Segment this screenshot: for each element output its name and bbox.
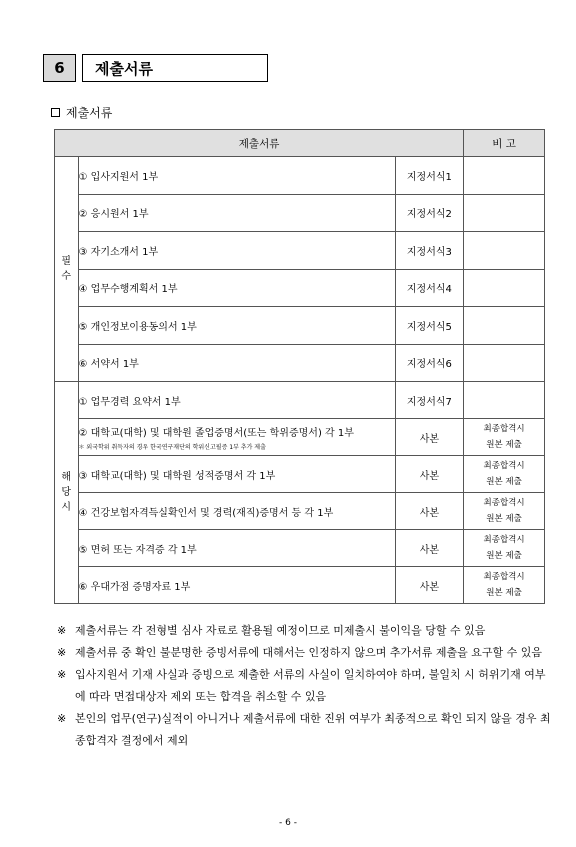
- doc-note: 최종합격시 원본 제출: [464, 530, 545, 567]
- doc-item: ④ 건강보험자격득실확인서 및 경력(재직)증명서 등 각 1부: [78, 493, 395, 530]
- note-mark: ※: [57, 624, 67, 637]
- group-label-conditional: 해 당 시: [55, 382, 79, 604]
- doc-note: 최종합격시 원본 제출: [464, 567, 545, 604]
- note-item: [57, 664, 551, 708]
- table-row: [55, 307, 545, 345]
- checkbox-square-icon: [51, 108, 60, 117]
- page-number: - 6 -: [279, 818, 297, 828]
- doc-item: ⑥ 우대가점 증명자료 1부: [78, 567, 395, 604]
- note-item: [57, 708, 551, 752]
- doc-form: 지정서식2: [395, 194, 464, 232]
- subheading: [51, 104, 112, 121]
- documents-table: [54, 129, 545, 604]
- note-item: [57, 620, 551, 642]
- group-label-required: 필 수: [55, 157, 79, 382]
- doc-form: 사본: [395, 493, 464, 530]
- note-text: 제출서류 중 확인 불분명한 증빙서류에 대해서는 인정하지 않으며 추가서류 제출을 요구할 수 있음: [75, 646, 542, 659]
- doc-form: 사본: [395, 567, 464, 604]
- doc-item-text: ② 대학교(대학) 및 대학원 졸업증명서(또는 학위증명서) 각 1부: [78, 427, 354, 439]
- doc-form: 사본: [395, 530, 464, 567]
- doc-note: [464, 307, 545, 345]
- note-item: [57, 642, 551, 664]
- doc-item: ⑥ 서약서 1부: [78, 344, 395, 382]
- doc-item: ① 업무경력 요약서 1부: [78, 382, 395, 419]
- doc-note: [464, 382, 545, 419]
- doc-item: ③ 대학교(대학) 및 대학원 성적증명서 각 1부: [78, 456, 395, 493]
- doc-item: ④ 업무수행계획서 1부: [78, 269, 395, 307]
- notes-list: [57, 620, 551, 752]
- note-text: 입사지원서 기재 사실과 증빙으로 제출한 서류의 사실이 일치하여야 하며, 불일치 시 허위기재 여부에 따라 면접대상자 제외 또는 합격을 취소할 수 있음: [75, 668, 546, 703]
- table-row: [55, 157, 545, 195]
- note-mark: ※: [57, 646, 67, 659]
- section-number: 6: [43, 54, 76, 82]
- doc-form: 지정서식6: [395, 344, 464, 382]
- table-row: [55, 269, 545, 307]
- doc-form: 지정서식5: [395, 307, 464, 345]
- doc-item: ⑤ 면허 또는 자격증 각 1부: [78, 530, 395, 567]
- section-title: 제출서류: [82, 54, 268, 82]
- doc-form: 지정서식7: [395, 382, 464, 419]
- table-row: [55, 232, 545, 270]
- table-row: [55, 456, 545, 493]
- doc-form: 지정서식4: [395, 269, 464, 307]
- doc-note: 최종합격시 원본 제출: [464, 419, 545, 456]
- doc-form: 지정서식3: [395, 232, 464, 270]
- table-row: [55, 530, 545, 567]
- doc-form: 사본: [395, 419, 464, 456]
- table-row: [55, 419, 545, 456]
- note-text: 제출서류는 각 전형별 심사 자료로 활용될 예정이므로 미제출시 불이익을 당할 수 있음: [75, 624, 486, 637]
- doc-note: [464, 232, 545, 270]
- table-row: [55, 567, 545, 604]
- doc-form: 지정서식1: [395, 157, 464, 195]
- table-row: [55, 194, 545, 232]
- doc-note: 최종합격시 원본 제출: [464, 456, 545, 493]
- note-mark: ※: [57, 668, 67, 681]
- doc-note: [464, 157, 545, 195]
- doc-note: [464, 269, 545, 307]
- header-remarks: 비 고: [464, 130, 545, 157]
- table-row: [55, 344, 545, 382]
- doc-item-with-sub: [78, 419, 395, 456]
- doc-item: ⑤ 개인정보이용동의서 1부: [78, 307, 395, 345]
- table-row: [55, 382, 545, 419]
- doc-item-subnote: ＊ 외국학위 취득자의 경우 한국연구재단의 학위신고필증 1부 추가 제출: [78, 443, 266, 451]
- note-mark: ※: [57, 712, 67, 725]
- doc-note: [464, 194, 545, 232]
- subheading-text: 제출서류: [66, 106, 113, 120]
- note-text: 본인의 업무(연구)실적이 아니거나 제출서류에 대한 진위 여부가 최종적으로 확인 되지 않을 경우 최종합격자 결정에서 제외: [75, 712, 551, 747]
- doc-note: [464, 344, 545, 382]
- header-docs: 제출서류: [55, 130, 464, 157]
- doc-form: 사본: [395, 456, 464, 493]
- doc-item: ② 응시원서 1부: [78, 194, 395, 232]
- table-row: [55, 493, 545, 530]
- doc-note: 최종합격시 원본 제출: [464, 493, 545, 530]
- table-header-row: [55, 130, 545, 157]
- doc-item: ③ 자기소개서 1부: [78, 232, 395, 270]
- doc-item: ① 입사지원서 1부: [78, 157, 395, 195]
